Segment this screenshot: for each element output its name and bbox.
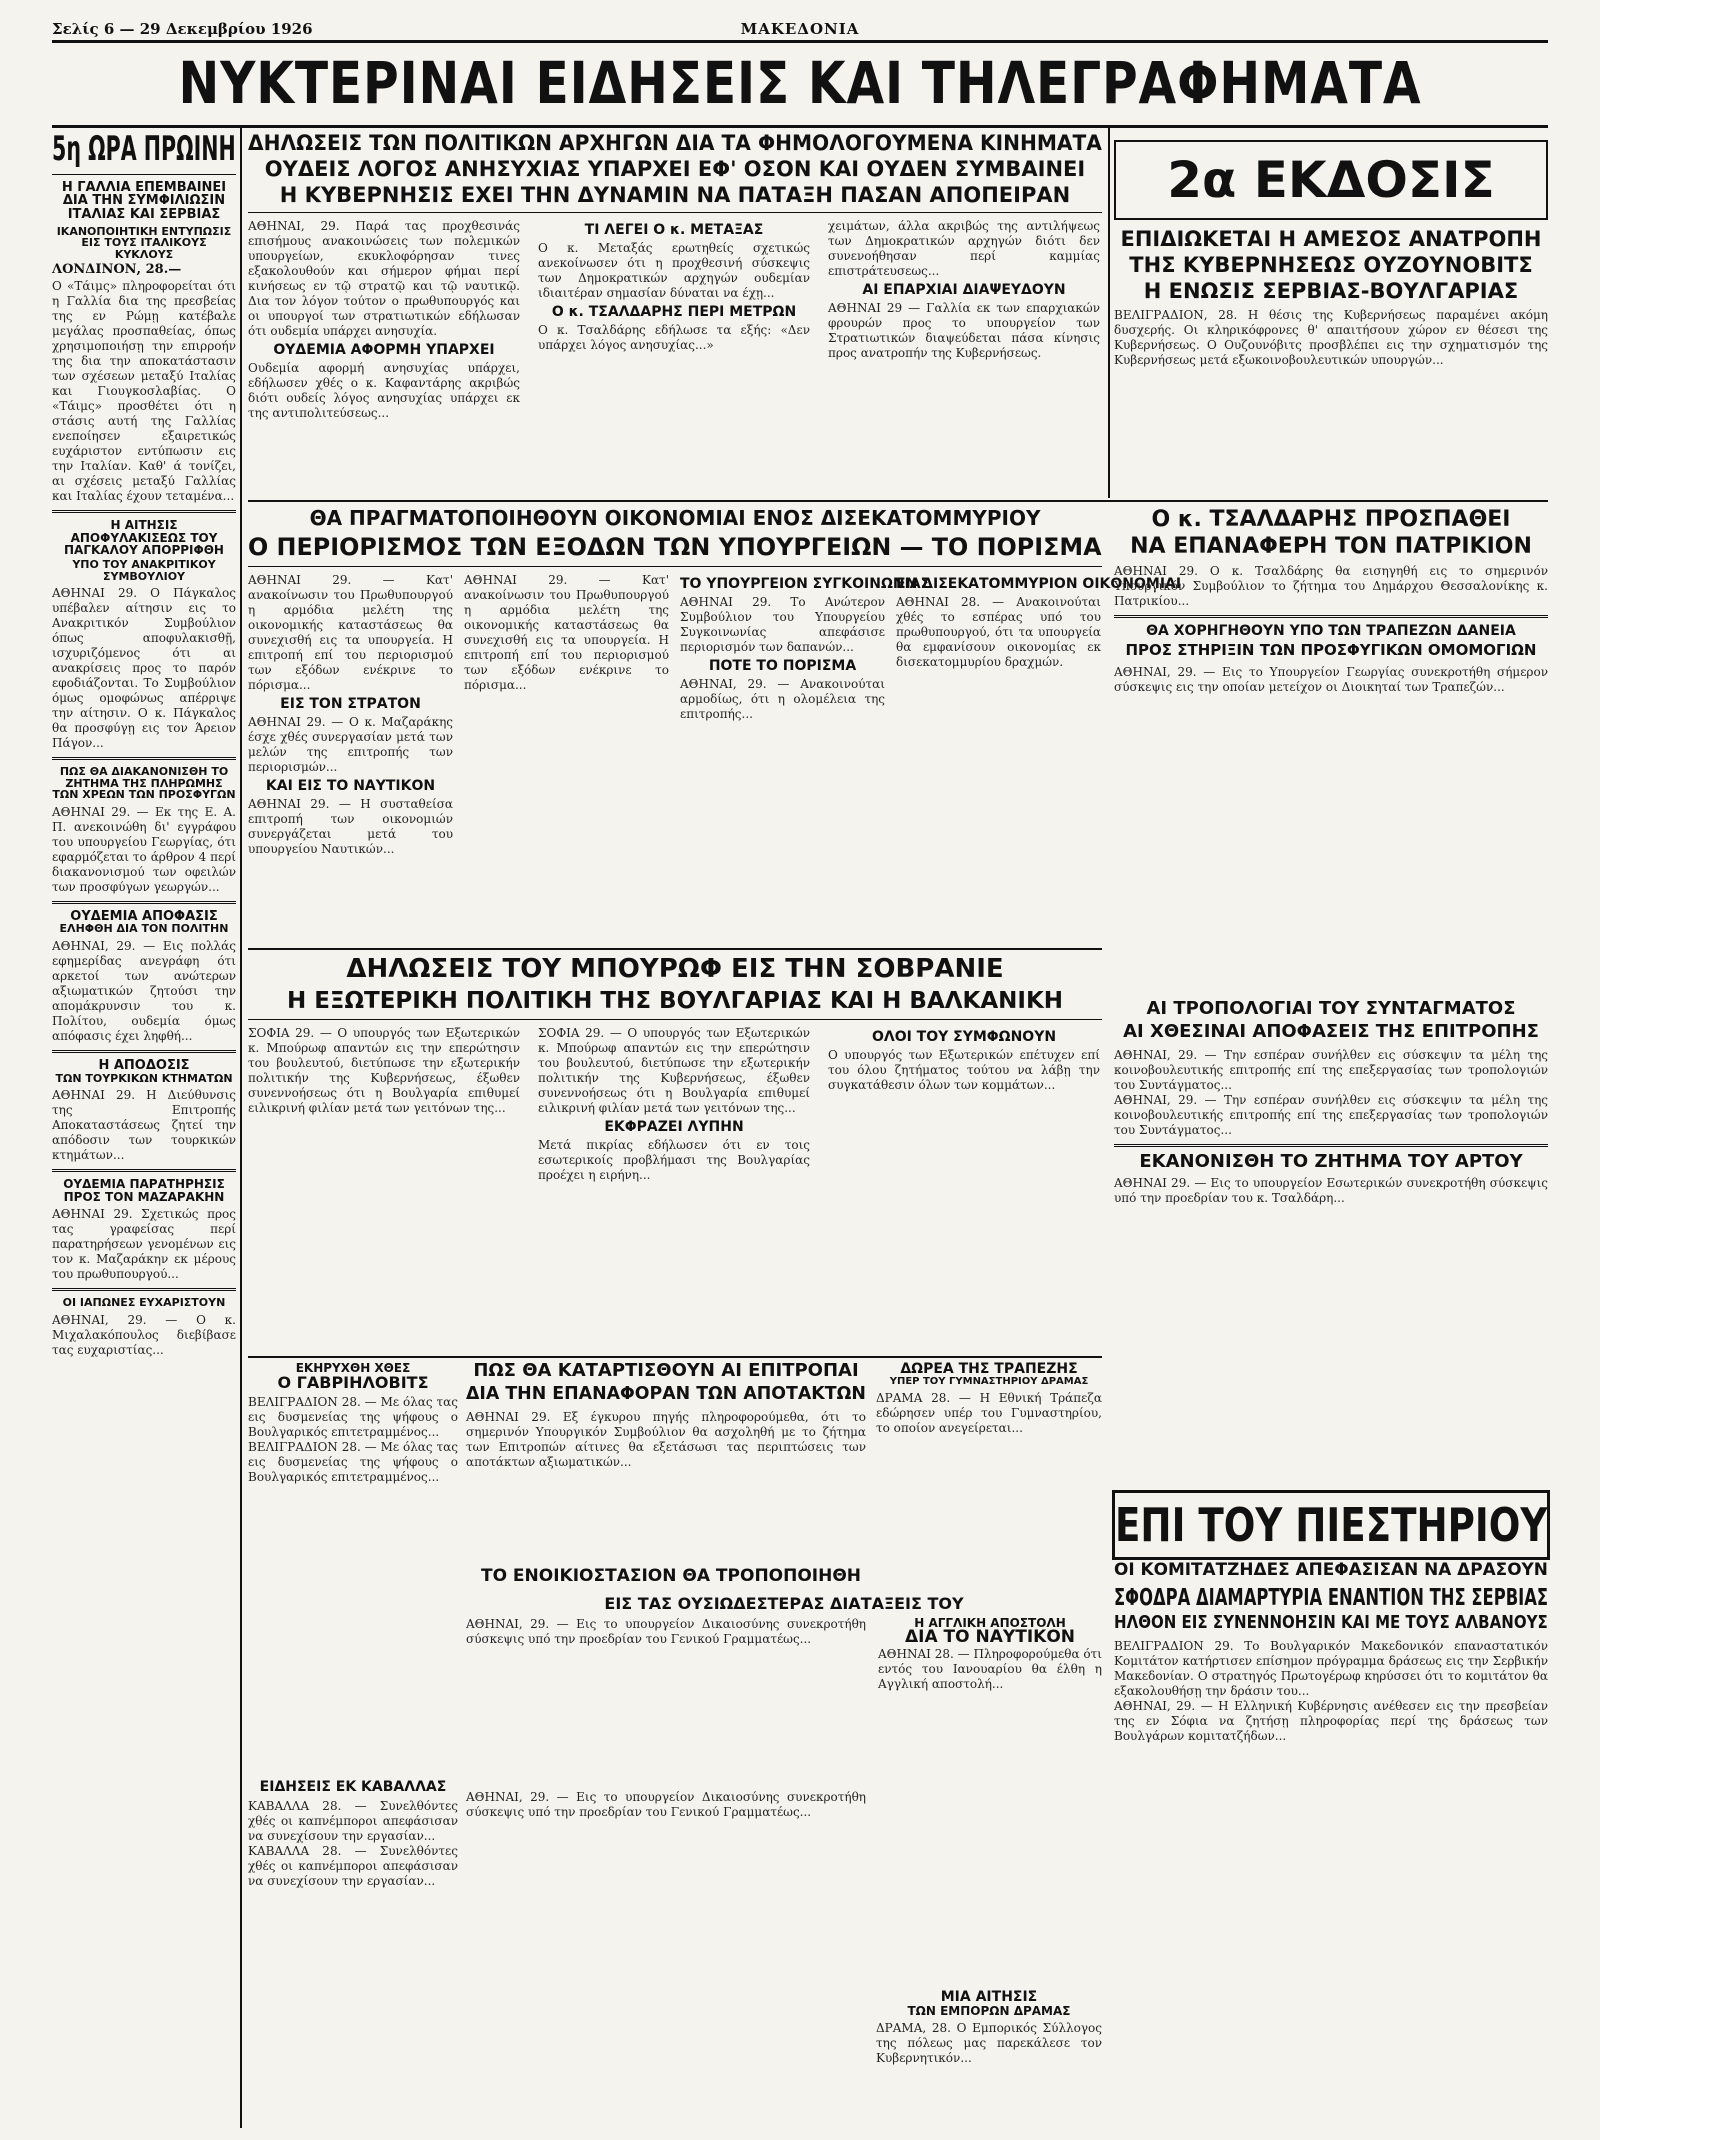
article-body: ΒΕΛΙΓΡΑΔΙΟΝ, 28. Η θέσις της Κυβερνήσεως παραμένει ακόμη δυσχερής. Οι κληρικόφρονες θ' απαιτήσουν χώρον εν θέσεσι της Κυβερνήσεως. Ο Ουζουνόβιτς προσβλέπει εις την σχηματισμόν της Κυβερνήσεως μετά εξωκοινοβουλευτικών υπουργών... (1114, 308, 1548, 368)
article-body: ΣΟΦΙΑ 29. — Ο υπουργός των Εξωτερικών κ. Μπούρωφ απαντών εις την επερώτησιν του βουλευτού, διετύπωσε την εξωτερικήν πολιτικήν της Κυβερνήσεως, έξωθεν συνεννοήσεως ότι η Βουλγαρία επιθυμεί ειλικρινή φιλίαν μετά των γειτόνων της... (538, 1026, 810, 1116)
subheadline: ΥΠΕΡ ΤΟΥ ΓΥΜΝΑΣΤΗΡΙΟΥ ΔΡΑΜΑΣ (889, 1375, 1089, 1387)
article-gavrilovich (248, 1362, 458, 1772)
headline: ΝΑ ΕΠΑΝΑΦΕΡΗ ΤΟΝ ΠΑΤΡΙΚΙΟΝ (1130, 534, 1532, 560)
subheadline: ΟΥΔΕΜΙΑ ΑΦΟΡΜΗ ΥΠΑΡΧΕΙ (273, 342, 495, 359)
article-body: ΔΡΑΜΑ, 28. Ο Εμπορικός Σύλλογος της πόλεως μας παρεκάλεσε τον Κυβερνητικόν... (876, 2021, 1102, 2066)
article-body: ΑΘΗΝΑΙ 29. — Κατ' ανακοίνωσιν του Πρωθυπουργού η αρμόδια μελέτη της οικονομικής καταστάσεως θα συνεχισθή εις τα υπουργεία. Η επιτροπή επί του περιορισμού των εξόδων ενέκρινε το πόρισμα... (248, 573, 453, 693)
subheadline: ΤΩΝ ΕΜΠΟΡΩΝ ΔΡΑΜΑΣ (907, 2003, 1071, 2018)
article-kavala (248, 1780, 458, 2130)
headline: ΕΙΣ ΤΑΣ ΟΥΣΙΩΔΕΣΤΕΡΑΣ ΔΙΑΤΑΞΕΙΣ ΤΟΥ (604, 1594, 964, 1613)
headline: ΟΙ ΚΟΜΙΤΑΤΖΗΔΕΣ ΑΠΕΦΑΣΙΣΑΝ ΝΑ ΔΡΑΣΟΥΝ (1114, 1560, 1548, 1580)
article-body: ΑΘΗΝΑΙ 28. — Πληροφορούμεθα ότι εντός του Ιανουαρίου θα έλθη η Αγγλική αποστολή... (878, 1647, 1102, 1692)
article-body: ΑΘΗΝΑΙ, 29. — Εις πολλάς εφημερίδας ανεγράφη ότι αρκετοί των ανώτερων αξιωματικών ζητούσι την απομάκρυνσιν του κ. Πολίτου, ουδεμία όμως απόφασις έχει ληφθή... (52, 938, 236, 1043)
page-date: Σελίς 6 — 29 Δεκεμβρίου 1926 (52, 20, 313, 38)
article-body: Ουδεμία αφορμή ανησυχίας υπάρχει, εδήλωσεν χθές ο κ. Καφαντάρης ακριβώς διότι ουδείς λόγος ανησυχίας υπάρχει εκ της αντιπολιτεύσεως... (248, 361, 520, 421)
article-body: ΑΘΗΝΑΙ, 29. — Η Ελληνική Κυβέρνησις ανέθεσεν εις την πρεσβείαν της εν Σόφια να ζητήσῃ πληροφορίας περί της δράσεως των Βουλγάρων κομιτατζήδων... (1114, 1698, 1548, 1743)
headline: Ο ΓΑΒΡΙΗΛΟΒΙΤΣ (277, 1372, 429, 1392)
article-drama-merchants (876, 1990, 1102, 2130)
article-serbia-government (1114, 228, 1548, 498)
subheadline: ΥΠΟ ΤΟΥ ΑΝΑΚΡΙΤΙΚΟΥ ΣΥΜΒΟΥΛΙΟΥ (72, 558, 216, 583)
masthead (52, 40, 1548, 128)
headline: ΜΙΑ ΑΙΤΗΣΙΣ (940, 1989, 1038, 2005)
article-rent (466, 1596, 1102, 1786)
subheadline: ΠΡΟΣ ΤΟΝ ΜΑΖΑΡΑΚΗΝ (63, 1189, 225, 1204)
article-body: χειμάτων, άλλα ακριβώς της αντιλήψεως των Δημοκρατικών αρχηγών διότι δεν συνενοήθησαν περί καμμίας επιστράτευσεως... (828, 219, 1100, 279)
article-body: ΑΘΗΝΑΙ 29. Η Διεύθυνσις της Επιτροπής Αποκαταστάσεως ζητεί την απόδοσιν των τουρκικών κτημάτων... (52, 1088, 236, 1163)
headline: ΟΥΔΕΜΙΑ ΠΑΡΑΤΗΡΗΣΙΣ (63, 1177, 225, 1192)
headline: ΔΩΡΕΑ ΤΗΣ ΤΡΑΠΕΖΗΣ (900, 1361, 1078, 1377)
subheadline: ΚΑΙ ΕΙΣ ΤΟ ΝΑΥΤΙΚΟΝ (265, 778, 436, 795)
subheadline: ΕΙΣ ΤΟΝ ΣΤΡΑΤΟΝ (280, 696, 421, 713)
second-edition-label: 2α ΕΚΔΟΣΙΣ (1167, 151, 1495, 209)
headline: ΗΛΘΟΝ ΕΙΣ ΣΥΝΕΝΝΟΗΣΙΝ ΚΑΙ ΜΕ ΤΟΥΣ ΑΛΒΑΝΟΥΣ (1114, 1611, 1548, 1633)
subheadline: ΤΟ ΥΠΟΥΡΓΕΙΟΝ ΣΥΓΚΟΙΝΩΝΙΑΣ (680, 576, 931, 593)
page-header (52, 20, 1548, 42)
headline: ΑΙ ΧΘΕΣΙΝΑΙ ΑΠΟΦΑΣΕΙΣ ΤΗΣ ΕΠΙΤΡΟΠΗΣ (1123, 1020, 1539, 1042)
headline: ΔΗΛΩΣΕΙΣ ΤΟΥ ΜΠΟΥΡΩΦ ΕΙΣ ΤΗΝ ΣΟΒΡΑΝΙΕ (346, 954, 1004, 984)
article-body: ΒΕΛΙΓΡΑΔΙΟΝ 28. — Με όλας τας εις δυσμενείας της ψήφους ο Βουλγαρικός επιτετραμμένος... (248, 1440, 458, 1485)
headline: ΠΡΟΣ ΣΤΗΡΙΞΙΝ ΤΩΝ ΠΡΟΣΦΥΓΙΚΩΝ ΟΜΟΜΟΓΙΩΝ (1125, 640, 1537, 659)
headline: Η ΚΥΒΕΡΝΗΣΙΣ ΕΧΕΙ ΤΗΝ ΔΥΝΑΜΙΝ ΝΑ ΠΑΤΑΞΗ ΠΑΣΑΝ ΑΠΟΠΕΙΡΑΝ (279, 183, 1071, 208)
subheadline: ΑΙ ΕΠΑΡΧΙΑΙ ΔΙΑΨΕΥΔΟΥΝ (862, 282, 1066, 299)
article-komitadjis (1114, 1562, 1548, 2130)
article-body: ΣΟΦΙΑ 29. — Ο υπουργός των Εξωτερικών κ. Μπούρωφ απαντών εις την επερώτησιν του βουλευτού, διετύπωσε την εξωτερικήν πολιτικήν της Κυβερνήσεως, έξωθεν συνεννοήσεως ότι η Βουλγαρία επιθυμεί ειλικρινή φιλίαν μετά των γειτόνων της... (248, 1026, 520, 1116)
headline: ΕΚΗΡΥΧΘΗ ΧΘΕΣ (295, 1361, 411, 1375)
headline: Ο κ. ΤΣΑΛΔΑΡΗΣ ΠΡΟΣΠΑΘΕΙ (1151, 507, 1511, 532)
article-body: ΑΘΗΝΑΙ 29. — Η συσταθείσα επιτροπή των οικονομιών συνεργάζεται μετά του υπουργείου Ναυτικών... (248, 797, 453, 857)
headline: ΟΙ ΙΑΠΩΝΕΣ ΕΥΧΑΡΙΣΤΟΥΝ (62, 1296, 226, 1310)
article-body: ΑΘΗΝΑΙ, 29. Παρά τας πρoχθεσινάς επισήμους ανακοινώσεις των πολεμικών υπουργείων, εκυκλοφόρησαν τινες εξακολουθούν και σήμερον φήμαι περί κινήσεως εν τῷ στρατῷ και τῷ ναυτικῷ. Δια τον λόγον τούτον ο πρωθυπουργός και οι υπουργοί των στρατιωτικών εδήλωσαν ότι ουδεμία υπάρχει ανησυχία. (248, 219, 520, 339)
headline: ΔΙΑ ΤΗΝ ΕΠΑΝΑΦΟΡΑΝ ΤΩΝ ΑΠΟΤΑΚΤΩΝ (466, 1382, 866, 1404)
article-body: ΒΕΛΙΓΡΑΔΙΟΝ 28. — Με όλας τας εις δυσμενείας της ψήφους ο Βουλγαρικός επιτετραμμένος... (248, 1395, 458, 1440)
article-body: ΑΘΗΝΑΙ, 29. — Την εσπέραν συνήλθεν εις σύσκεψιν τα μέλη της κοινοβουλευτικής επιτροπής επί της επεξεργασίας των τροπολογιών του Συντάγματος... (1114, 1047, 1548, 1092)
second-edition-box (1114, 140, 1548, 220)
article-body: ΚΑΒΑΛΛΑ 28. — Συνελθόντες χθές οι καπνέμποροι απεφάσισαν να συνεχίσουν την εργασίαν... (248, 1843, 458, 1888)
article-body: ΑΘΗΝΑΙ 29. Ο Πάγκαλος υπέβαλεν αίτησιν εις το Ανακριτικόν Συμβούλιον όπως αποφυλακισθῇ, ισχυριζόμενος ότι αι ανακρίσεις προς το παρόν εφοδιάζονται. Το Συμβούλιον όμως ομοφώνως απέρριψε την αίτησιν. Ο κ. Πάγκαλος θα προσφύγῃ εις τον Άρειον Πάγον... (52, 586, 236, 751)
subheadline: ΤΩΝ ΤΟΥΡΚΙΚΩΝ ΚΤΗΜΑΤΩΝ (55, 1071, 233, 1085)
article-body: ΑΘΗΝΑΙ, 29. — Εις το Υπουργείον Γεωργίας συνεκροτήθη σήμερον σύσκεψις εις την οποίαν μετείχον οι Διοικηταί των Τραπεζών... (1114, 664, 1548, 694)
article-political-leaders (248, 132, 1102, 492)
headline: Η ΑΙΤΗΣΙΣ ΑΠΟΦΥΛΑΚΙΣΕΩΣ ΤΟΥ ΠΑΓΚΑΛΟΥ ΑΠΟΡΡΙΦΘΗ (64, 518, 224, 558)
headline: ΤΗΣ ΚΥΒΕΡΝΗΣΕΩΣ ΟΥΖΟΥΝΟΒΙΤΣ (1129, 253, 1533, 278)
article-body: ΑΘΗΝΑΙ 29 — Γαλλία εκ των επαρχιακών φρουρών προς το υπουργείον των Στρατιωτικών διαψεύδεται πάσα κίνησις προς ανατροπήν της Κυβερνήσεως. (828, 301, 1100, 361)
section-rule (248, 500, 1548, 502)
article-body: ΑΘΗΝΑΙ 29. — Εκ της Ε. Α. Π. ανεκοινώθη δι' εγγράφου του υπουργείου Γεωργίας, ότι εφαρμόζεται το άρθρον 4 περί διακανονισμού των οφειλών των προσφύγων γεωργών... (52, 804, 236, 894)
subheadline: ΙΚΑΝΟΠΟΙΗΤΙΚΗ ΕΝΤΥΠΩΣΙΣ ΕΙΣ ΤΟΥΣ ΙΤΑΛΙΚΟΥΣ ΚΥΚΛΟΥΣ (56, 224, 232, 261)
headline: ΑΙ ΤΡΟΠΟΛΟΓΙΑΙ ΤΟΥ ΣΥΝΤΑΓΜΑΤΟΣ (1146, 998, 1516, 1019)
article-body: ΑΘΗΝΑΙ 29. Το Ανώτερον Συμβούλιον του Υπουργείου Συγκοινωνίας απεφάσισε περιορισμόν των δαπανών... (680, 595, 885, 655)
headline: ΘΑ ΧΟΡΗΓΗΘΟΥΝ ΥΠΟ ΤΩΝ ΤΡΑΠΕΖΩΝ ΔΑΝΕΙΑ (1146, 623, 1516, 640)
article-body: ΑΘΗΝΑΙ 29. Εξ έγκυρου πηγής πληροφορούμεθα, ότι το σημερινόν Υπουργικόν Συμβούλιον θα ασχοληθή με το ζήτημα των Επιτροπών αίτινες θα εξετάσωσι τας περιπτώσεις των αποτάκτων αξιωματικών... (466, 1409, 866, 1469)
article-body: ΔΡΑΜΑ 28. — Η Εθνική Τράπεζα εδώρησεν υπέρ του Γυμναστηρίου, το οποίον ανεγείρεται... (876, 1391, 1102, 1436)
article-body: ΑΘΗΝΑΙ 29. — Ο κ. Μαζαράκης έσχε χθές συνεργασίαν μετά των μελών της επιτροπής των περιορισμών... (248, 715, 453, 775)
headline: Η ΑΠΟΔΟΣΙΣ (98, 1057, 190, 1073)
headline: ΟΥΔΕΙΣ ΛΟΓΟΣ ΑΝΗΣΥΧΙΑΣ ΥΠΑΡΧΕΙ ΕΦ' ΟΣΟΝ ΚΑΙ ΟΥΔΕΝ ΣΥΜΒΑΙΝΕΙ (264, 157, 1086, 182)
headline: ΘΑ ΠΡΑΓΜΑΤΟΠΟΙΗΘΟΥΝ ΟΙΚΟΝΟΜΙΑΙ ΕΝΟΣ ΔΙΣΕΚΑΤΟΜΜΥΡΙΟΥ (309, 506, 1041, 530)
subheadline: ΕΝ ΔΙΣΕΚΑΤΟΜΜΥΡΙΟΝ ΟΙΚΟΝΟΜΙΑΙ (896, 576, 1182, 593)
headline: ΕΠΙΔΙΩΚΕΤΑΙ Η ΑΜΕΣΟΣ ΑΝΑΤΡΟΠΗ (1120, 227, 1542, 251)
article-body: ΑΘΗΝΑΙ, 29. — Εις το υπουργείον Δικαιοσύνης συνεκροτήθη σύσκεψις υπό την προεδρίαν του Γενικού Γραμματέως... (466, 1616, 866, 1646)
article-economies (248, 506, 1182, 938)
article-body: ΒΕΛΙΓΡΑΔΙΟΝ 29. Το Βουλγαρικόν Μακεδονικόν επαναστατικόν Κομιτάτον κατήρτισεν επίσημον πρόγραμμα δράσεως εις την Σερβικήν Μακεδονίαν. Ο στρατηγός Πρωτογέρωφ κηρύσσει ότι το κομιτάτον θα εξακολουθήσῃ την δράσιν του... (1114, 1638, 1548, 1698)
headline: Η ΕΝΩΣΙΣ ΣΕΡΒΙΑΣ-ΒΟΥΛΓΑΡΙΑΣ (1143, 279, 1519, 304)
subheadline: ΕΚΦΡΑΖΕΙ ΛΥΠΗΝ (604, 1119, 744, 1136)
article-rent-continued (466, 1790, 866, 2130)
stop-press-box (1112, 1490, 1550, 1560)
article-tsaldaris (1114, 508, 1548, 938)
headline: ΠΩΣ ΘΑ ΚΑΤΑΡΤΙΣΘΟΥΝ ΑΙ ΕΠΙΤΡΟΠΑΙ (473, 1360, 859, 1381)
article-body: ΑΘΗΝΑΙ, 29. — Την εσπέραν συνήλθεν εις σύσκεψιν τα μέλη της κοινοβουλευτικής επιτροπής επί της επεξεργασίας των τροπολογιών του Συντάγματος... (1114, 1092, 1548, 1137)
subheadline: ΠΟΤΕ ΤΟ ΠΟΡΙΣΜΑ (708, 658, 857, 675)
article-body: ΑΘΗΝΑΙ 29. — Κατ' ανακοίνωσιν του Πρωθυπουργού η αρμόδια μελέτη της οικονομικής καταστάσεως θα συνεχισθή εις τα υπουργεία. Η επιτροπή επί του περιορισμού των εξόδων ενέκρινε το πόρισμα... (464, 573, 669, 693)
article-body: Ο υπουργός των Εξωτερικών επέτυχεν επί του όλου ζητήματος τούτου να λάβῃ την συγκατάθεσιν όλων των κομμάτων... (828, 1048, 1100, 1093)
article-body: ΑΘΗΝΑΙ 29. Ο κ. Τσαλδάρης θα εισηγηθή εις το σημερινόν Υπουργικόν Συμβούλιον το ζήτημα του Δημάρχου Θεσσαλονίκης κ. Πατρικίου... (1114, 564, 1548, 609)
article-body: ΚΑΒΑΛΛΑ 28. — Συνελθόντες χθές οι καπνέμποροι απεφάσισαν να συνεχίσουν την εργασίαν... (248, 1798, 458, 1843)
section-rule (248, 948, 1102, 950)
headline: Η ΕΞΩΤΕΡΙΚΗ ΠΟΛΙΤΙΚΗ ΤΗΣ ΒΟΥΛΓΑΡΙΑΣ ΚΑΙ Η ΒΑΛΚΑΝΙΚΗ (286, 988, 1064, 1015)
headline: Η ΓΑΛΛΙΑ ΕΠΕΜΒΑΙΝΕΙ ΔΙΑ ΤΗΝ ΣΥΜΦΙΛΙΩΣΙΝ ΙΤΑΛΙΑΣ ΚΑΙ ΣΕΡΒΙΑΣ (61, 179, 227, 222)
headline: ΠΩΣ ΘΑ ΔΙΑΚΑΝΟΝΙΣΘΗ ΤΟ ΖΗΤΗΜΑ ΤΗΣ ΠΛΗΡΩΜΗΣ ΤΩΝ ΧΡΕΩΝ ΤΩΝ ΠΡΟΣΦΥΓΩΝ (52, 765, 236, 802)
article-body: Ο «Τάιμς» πληροφορείται ότι η Γαλλία δια της πρεσβείας της εν Ρώμῃ κατέβαλε μεγάλας προσπαθείας, όπως χρησιμοποιήσῃ την επιρροήν της δια την αποκατάστασιν των σχέσεων μεταξύ Ιταλίας και Γιουγκοσλαβίας. Ο «Τάιμς» προσθέτει ότι η στάσις αυτή της Γαλλίας ενεποίησεν εξαιρετικώς ευχάριστον εντύπωσιν εις την Ιταλίαν. Καθ' ά τονίζει, αι σχέσεις μεταξύ Γαλλίας και Ιταλίας έχουν τεταμένα... (52, 279, 236, 504)
headline: ΔΙΑ ΤΟ ΝΑΥΤΙΚΟΝ (905, 1627, 1075, 1648)
article-body: ΑΘΗΝΑΙ, 29. — Ανακοινούται αρμοδίως, ότι η ολομέλεια της επιτροπής... (680, 677, 885, 722)
subheadline: Ο κ. ΤΣΑΛΔΑΡΗΣ ΠΕΡΙ ΜΕΤΡΩΝ (551, 304, 797, 321)
column-rule (240, 128, 242, 2128)
dateline: ΛΟΝΔΙΝΟΝ, 28.— (52, 262, 182, 278)
headline: Ο ΠΕΡΙΟΡΙΣΜΟΣ ΤΩΝ ΕΞΟΔΩΝ ΤΩΝ ΥΠΟΥΡΓΕΙΩΝ — ΤΟ ΠΟΡΙΣΜΑ (248, 533, 1102, 561)
headline: 5η ΩΡΑ ΠΡΩΙΝΗ (52, 129, 236, 169)
article-burov (248, 956, 1102, 1356)
article-body: Ο κ. Μεταξάς ερωτηθείς σχετικώς ανεκοίνωσεν ότι η προχθεσινή σύσκεψις των Δημοκρατικών αρχηγών ουδεμίαν ιδιαιτέραν σημασίαν δύναται να έχῃ... (538, 241, 810, 301)
headline: Η ΑΓΓΛΙΚΗ ΑΠΟΣΤΟΛΗ (914, 1615, 1066, 1630)
headline: ΣΦΟΔΡΑ ΔΙΑΜΑΡΤΥΡΙΑ ΕΝΑΝΤΙΟΝ ΤΗΣ ΣΕΡΒΙΑΣ (1114, 1584, 1549, 1611)
column-rule (1108, 128, 1110, 498)
section-rule (248, 1356, 1102, 1358)
newspaper-name: ΜΑΚΕΔΟΝΙΑ (740, 20, 860, 38)
left-column (52, 129, 236, 2132)
stop-press-title: ΕΠΙ ΤΟΥ ΠΙΕΣΤΗΡΙΟΥ (1115, 1498, 1548, 1552)
article-bank-donation (876, 1362, 1102, 1562)
masthead-title: ΝΥΚΤΕΡΙΝΑΙ ΕΙΔΗΣΕΙΣ ΚΑΙ ΤΗΛΕΓΡΑΦΗΜΑΤΑ (178, 49, 1422, 117)
article-body: Μετά πικρίας εδήλωσεν ότι εν τοις εσωτερικοίς προβλήμασι της Βουλγαρίας προέχει η ειρήνη... (538, 1138, 810, 1183)
headline: ΕΚΑΝΟΝΙΣΘΗ ΤΟ ΖΗΤΗΜΑ ΤΟΥ ΑΡΤΟΥ (1139, 1150, 1523, 1172)
article-body: Ο κ. Τσαλδάρης εδήλωσε τα εξής: «Δεν υπάρχει λόγος ανησυχίας...» (538, 323, 810, 353)
headline: ΔΗΛΩΣΕΙΣ ΤΩΝ ΠΟΛΙΤΙΚΩΝ ΑΡΧΗΓΩΝ ΔΙΑ ΤΑ ΦΗΜΟΛΟΓΟΥΜΕΝΑ ΚΙΝΗΜΑΤΑ (248, 131, 1102, 155)
article-body: ΑΘΗΝΑΙ, 29. — Εις το υπουργείον Δικαιοσύνης συνεκροτήθη σύσκεψις υπό την προεδρίαν του Γενικού Γραμματέως... (466, 1790, 866, 1819)
article-body: ΑΘΗΝΑΙ 28. — Ανακοινούται χθές το εσπέρας υπό του πρωθυπουργού, ότι τα υπουργεία θα εμφανίσουν οικονομίας εκ δισεκατομμυρίου δραχμών. (896, 595, 1101, 670)
subheadline: ΤΙ ΛΕΓΕΙ Ο κ. ΜΕΤΑΞΑΣ (584, 222, 764, 239)
article-body: ΑΘΗΝΑΙ 29. Σχετικώς προς τας γραφείσας περί παρατηρήσεων γενομένων εις τον κ. Μαζαράκην εκ μέρους του πρωθυπουργού... (52, 1207, 236, 1282)
headline: ΤΟ ΕΝΟΙΚΙΟΣΤΑΣΙΟΝ ΘΑ ΤΡΟΠΟΠΟΙΗΘΗ (480, 1566, 862, 1586)
subheadline: ΟΛΟΙ ΤΟΥ ΣΥΜΦΩΝΟΥΝ (871, 1029, 1057, 1046)
article-body: ΑΘΗΝΑΙ 29. — Εις το υπουργείον Εσωτερικών συνεκροτήθη σύσκεψις υπό την προεδρίαν του κ. Τσαλδάρη... (1114, 1175, 1548, 1205)
article-constitution (1114, 1000, 1548, 1350)
article-committees (466, 1362, 866, 1562)
subheadline: ΕΛΗΦΘΗ ΔΙΑ ΤΟΝ ΠΟΛΙΤΗΝ (59, 922, 229, 936)
article-body: ΑΘΗΝΑΙ, 29. — Ο κ. Μιχαλακόπουλος διεβίβασε τας ευχαριστίας... (52, 1312, 236, 1357)
headline: ΟΥΔΕΜΙΑ ΑΠΟΦΑΣΙΣ (70, 908, 218, 924)
headline: ΕΙΔΗΣΕΙΣ ΕΚ ΚΑΒΑΛΛΑΣ (259, 1779, 447, 1795)
